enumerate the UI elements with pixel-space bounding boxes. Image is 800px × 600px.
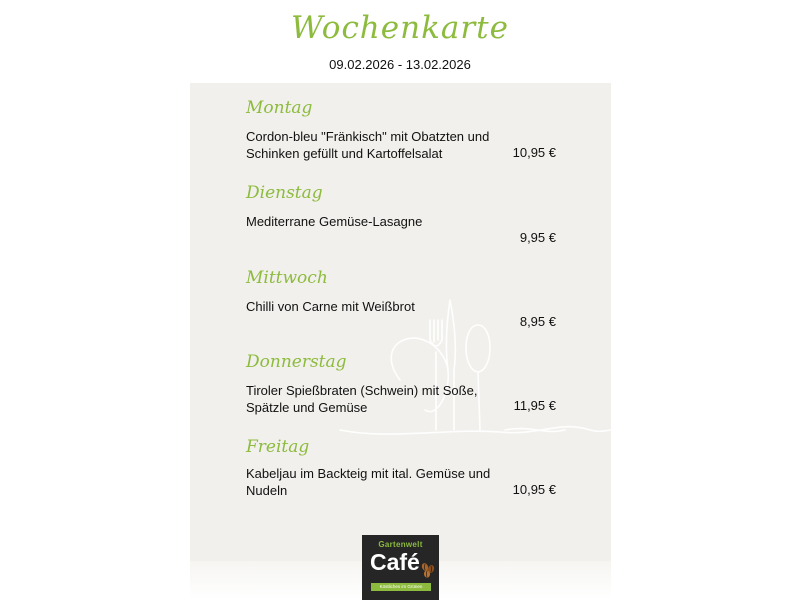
page-title: Wochenkarte — [291, 10, 509, 46]
dish-text-dienstag: Mediterrane Gemüse-Lasagne — [246, 214, 423, 229]
logo-main-text: Café — [370, 549, 420, 575]
price-donnerstag: 11,95 € — [513, 398, 556, 413]
cafe-logo — [362, 535, 439, 600]
logo-tagline-bar: Köstliches im Grünen — [371, 583, 431, 591]
logo-top-text: Gartenwelt — [378, 540, 423, 549]
price-mittwoch: 8,95 € — [519, 314, 556, 329]
price-freitag: 10,95 € — [512, 482, 556, 497]
dish-text-mittwoch: Chilli von Carne mit Weißbrot — [246, 299, 415, 314]
dish-text-montag: Cordon-bleu "Fränkisch" mit Obatzten und Schinken gefüllt und Kartoffelsalat — [246, 129, 490, 161]
day-label-montag: Montag — [246, 98, 313, 118]
day-label-mittwoch: Mittwoch — [246, 268, 328, 288]
dish-text-donnerstag: Tiroler Spießbraten (Schwein) mit Soße, Spätzle und Gemüse — [246, 383, 478, 415]
day-label-dienstag: Dienstag — [246, 183, 323, 203]
price-dienstag: 9,95 € — [519, 230, 556, 245]
day-label-donnerstag: Donnerstag — [246, 352, 347, 372]
price-montag: 10,95 € — [512, 145, 556, 160]
date-range: 09.02.2026 - 13.02.2026 — [329, 57, 471, 72]
day-label-freitag: Freitag — [246, 437, 310, 457]
dish-text-freitag: Kabeljau im Backteig mit ital. Gemüse und Nudeln — [246, 466, 491, 498]
coffee-beans-icon — [420, 562, 436, 578]
